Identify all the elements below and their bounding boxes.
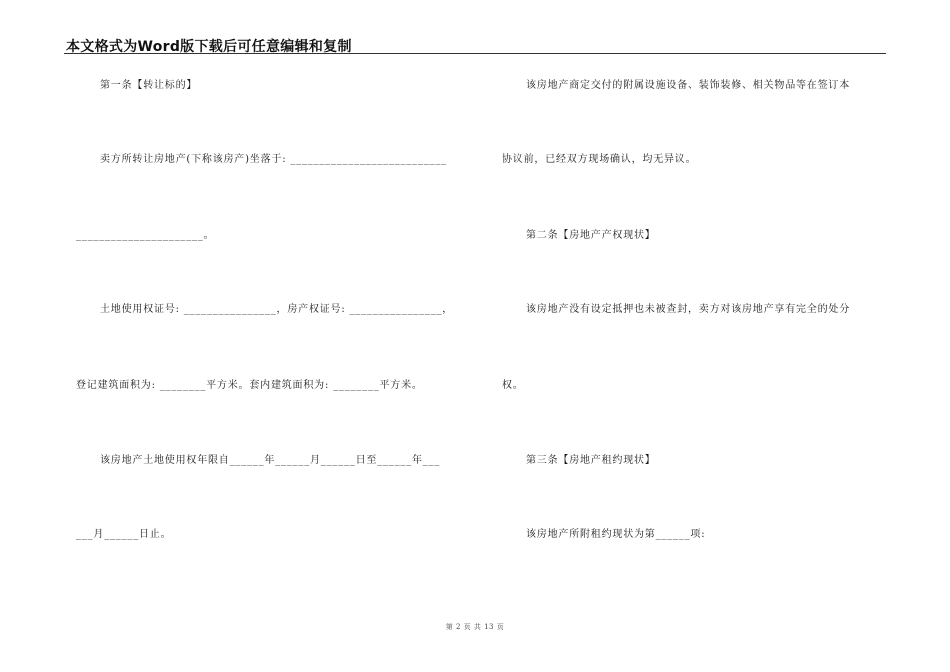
property-location-continued: ______________________。 — [76, 230, 215, 241]
title-status-line: 该房地产没有设定抵押也未被查封，卖方对该房地产享有完全的处分 — [526, 304, 850, 315]
lease-status-line: 该房地产所附租约现状为第______项: — [526, 529, 706, 540]
land-use-term-end-line: ___月______日止。 — [76, 529, 172, 540]
floor-area-line: 登记建筑面积为: ________平方米。套内建筑面积为: ________平方米。 — [76, 380, 423, 391]
header-title: 本文格式为Word版下载后可任意编辑和复制 — [66, 39, 352, 55]
certificate-numbers-line: 土地使用权证号: ________________，房产权证号: ________________， — [100, 304, 454, 315]
property-location-line: 卖方所转让房地产(下称该房产)坐落于: ___________________________ — [100, 154, 447, 165]
page-number: 第 2 页 共 13 页 — [445, 623, 505, 631]
fixtures-confirmation-continued: 协议前，已经双方现场确认，均无异议。 — [502, 154, 697, 165]
fixtures-confirmation-line: 该房地产商定交付的附属设施设备、装饰装修、相关物品等在签订本 — [526, 80, 850, 91]
article-2-heading: 第二条【房地产产权现状】 — [526, 230, 656, 241]
article-1-heading: 第一条【转让标的】 — [100, 80, 198, 91]
land-use-term-line: 该房地产土地使用权年限自______年______月______日至______年___ — [100, 455, 441, 466]
title-status-continued: 权。 — [502, 380, 524, 391]
header-divider — [64, 53, 886, 54]
article-3-heading: 第三条【房地产租约现状】 — [526, 455, 656, 466]
